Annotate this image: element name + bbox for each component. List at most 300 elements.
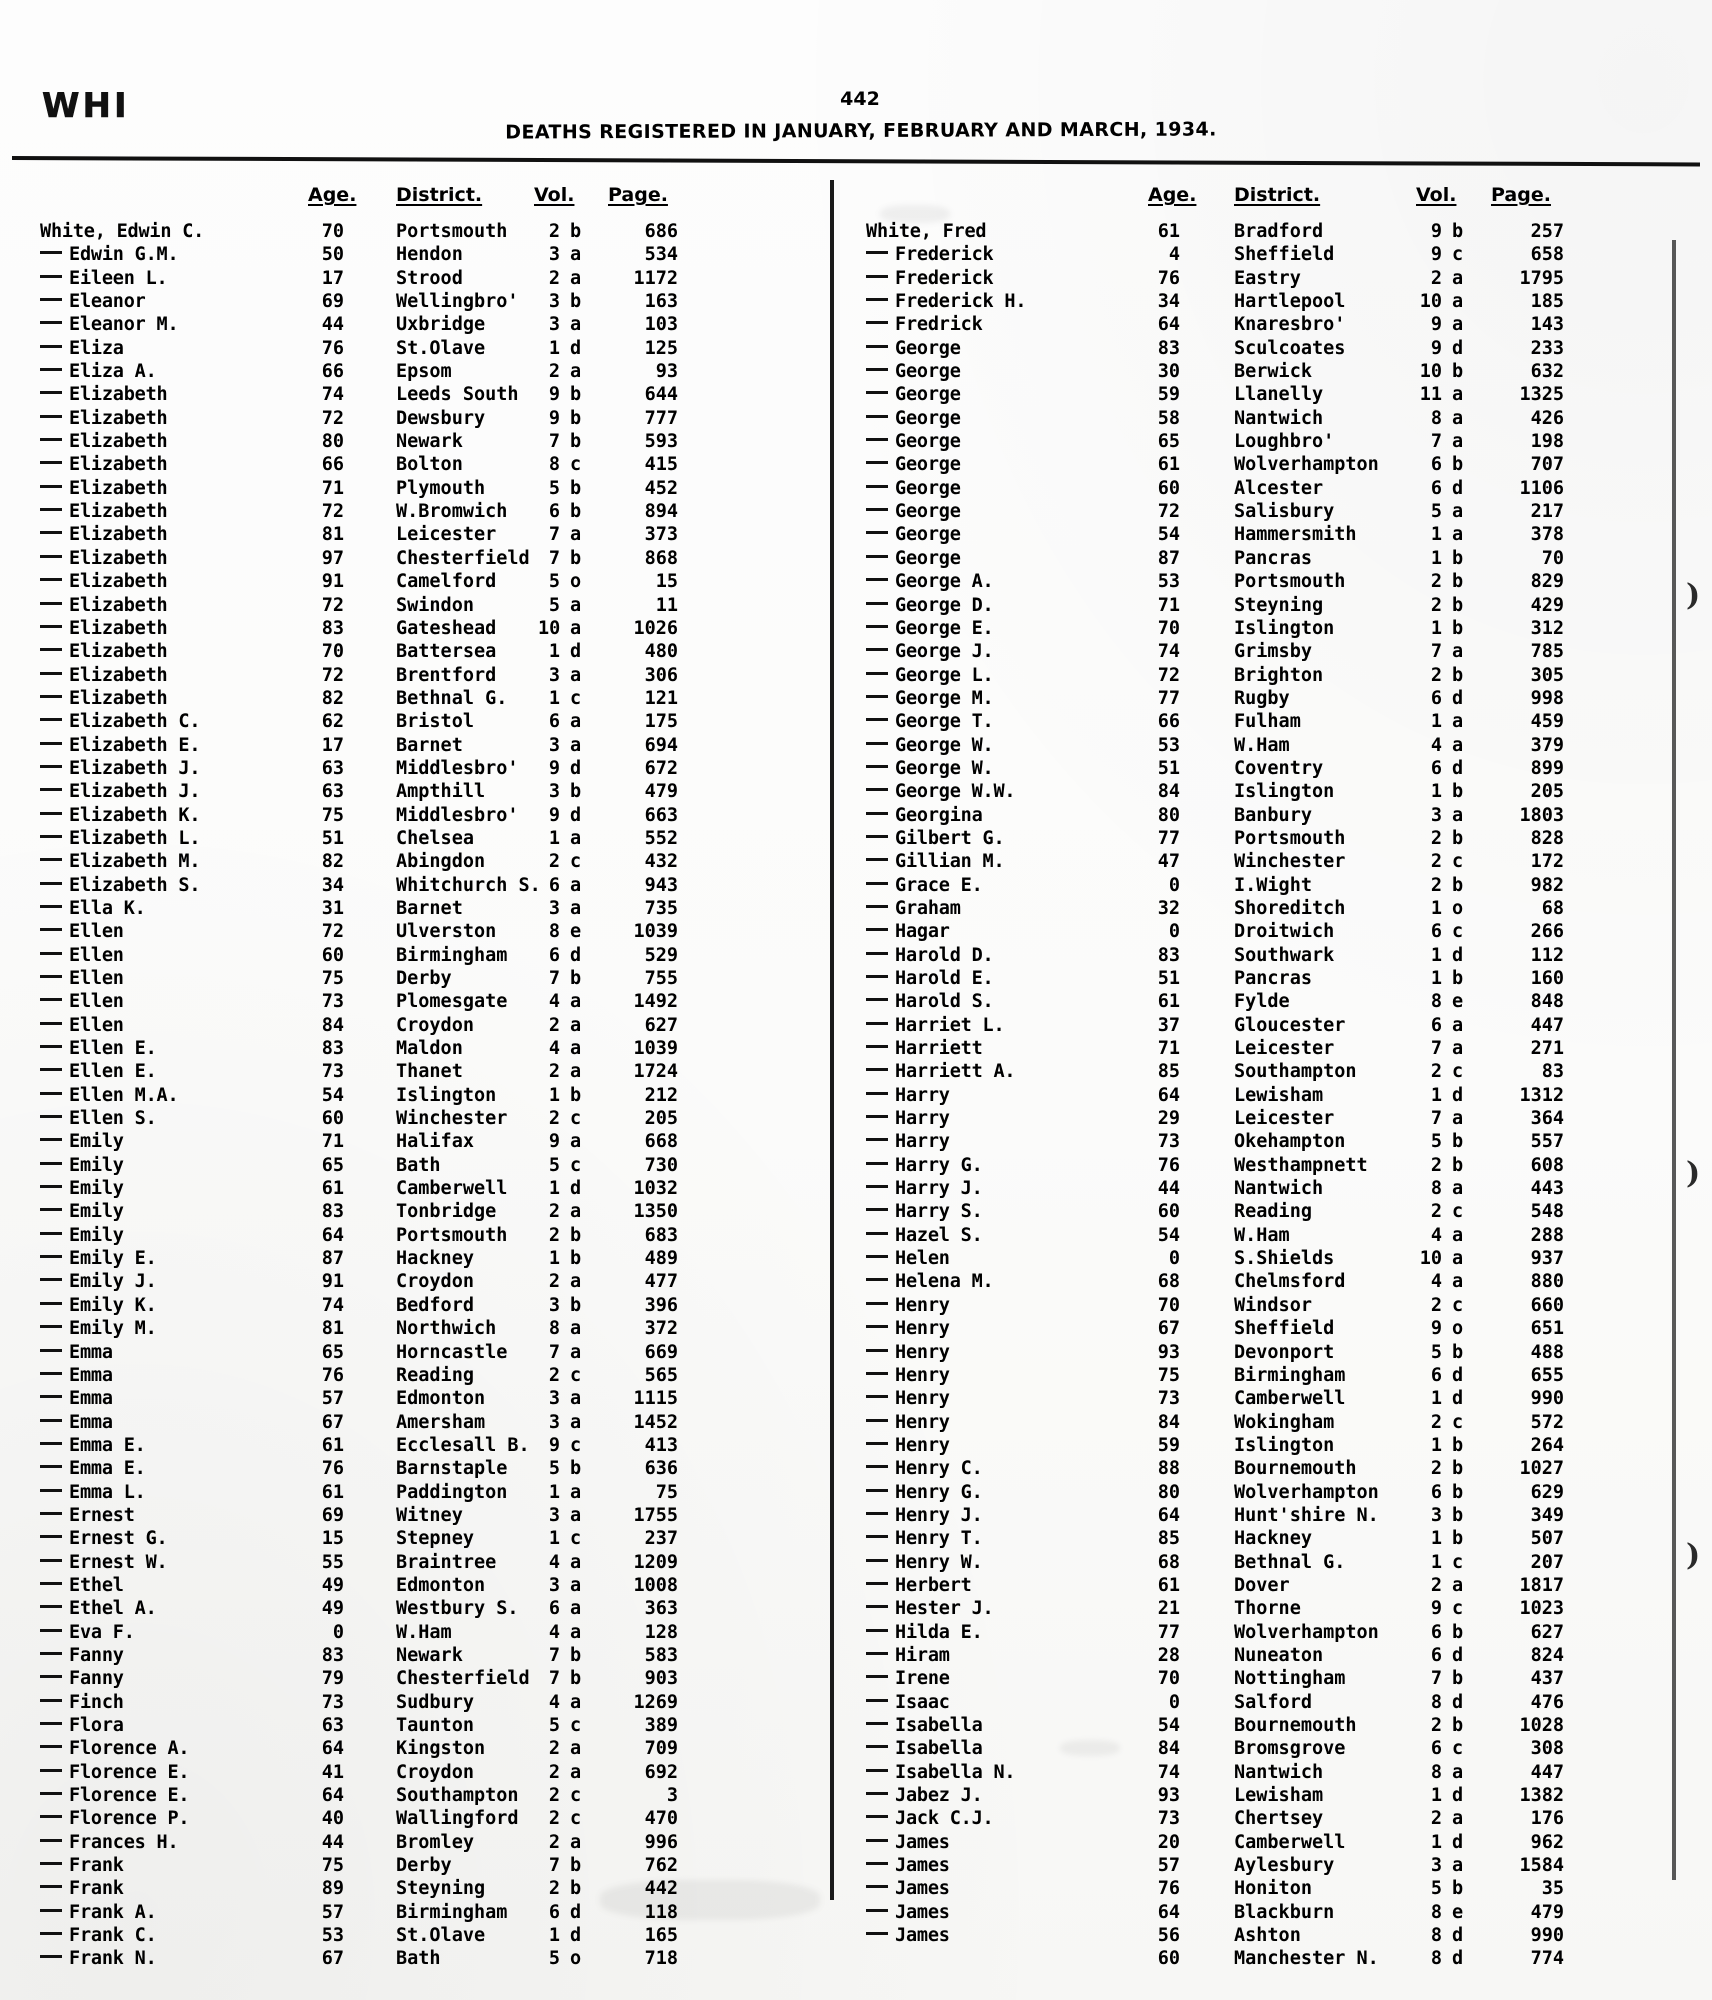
entry-age: 4 <box>1168 244 1180 266</box>
entry-age: 72 <box>321 921 344 943</box>
entry-district: Leeds South <box>396 384 519 406</box>
index-row <box>866 1341 1676 1364</box>
entry-age: 61 <box>1157 1574 1180 1596</box>
entry-name: Elizabeth S. <box>40 874 200 897</box>
header-age: Age. <box>1148 184 1197 206</box>
entry-name: Frank N. <box>40 1947 157 1970</box>
index-row <box>40 1551 830 1574</box>
index-row <box>866 313 1676 336</box>
index-row <box>40 477 830 500</box>
entry-page: 507 <box>1530 1528 1564 1550</box>
entry-vol-subletter: a <box>570 1598 582 1620</box>
entry-page: 429 <box>1530 594 1564 616</box>
entry-page: 1755 <box>633 1504 678 1526</box>
entry-age: 65 <box>321 1341 344 1363</box>
entry-district: Chertsey <box>1234 1808 1324 1830</box>
entry-name: Frederick <box>866 267 993 290</box>
entry-vol: 7 <box>548 547 560 569</box>
index-row <box>40 734 830 757</box>
entry-vol: 2 <box>548 361 560 383</box>
entry-vol: 2 <box>1430 1574 1442 1596</box>
index-row <box>866 1574 1676 1597</box>
entry-vol-subletter: b <box>1452 1528 1464 1550</box>
entry-age: 50 <box>321 244 344 266</box>
entry-page: 452 <box>644 477 678 499</box>
entry-vol: 5 <box>548 594 560 616</box>
entry-district: Lewisham <box>1234 1084 1324 1106</box>
entry-vol: 2 <box>1430 851 1442 873</box>
entry-page: 160 <box>1530 968 1564 989</box>
ditto-dash-icon <box>40 1652 62 1655</box>
entry-district: Pancras <box>1234 968 1312 989</box>
index-row <box>40 1807 830 1830</box>
entry-name: Elizabeth <box>40 383 167 406</box>
entry-district: Islington <box>1234 617 1335 639</box>
entry-vol-subletter: d <box>570 1925 582 1947</box>
entry-name: Elizabeth <box>40 594 167 617</box>
index-row <box>866 453 1676 476</box>
entry-vol-subletter: a <box>1452 1224 1464 1246</box>
entry-age: 54 <box>321 1084 344 1106</box>
index-row <box>40 920 830 943</box>
entry-vol-subletter: b <box>1452 1341 1464 1363</box>
entry-age: 91 <box>321 571 344 593</box>
entry-page: 880 <box>1530 1271 1564 1293</box>
entry-district: Taunton <box>396 1715 474 1736</box>
entry-district: Gloucester <box>1234 1014 1346 1036</box>
entry-district: Birmingham <box>396 1901 508 1923</box>
ditto-dash-icon <box>866 1769 888 1772</box>
entry-age: 63 <box>321 757 344 779</box>
entry-age: 68 <box>1157 1551 1180 1573</box>
entry-page: 476 <box>1530 1691 1564 1713</box>
index-row <box>40 1084 830 1107</box>
ditto-dash-icon <box>40 975 62 978</box>
entry-page: 1817 <box>1519 1574 1564 1596</box>
entry-vol-subletter: b <box>570 501 582 523</box>
index-row <box>40 407 830 430</box>
ditto-dash-icon <box>866 812 888 815</box>
entry-district: Maldon <box>396 1038 463 1060</box>
entry-vol-subletter: o <box>1452 897 1464 919</box>
entry-vol: 1 <box>1430 1551 1442 1573</box>
index-row <box>40 1574 830 1597</box>
entry-name: George <box>866 523 961 546</box>
entry-page: 552 <box>644 827 678 849</box>
entry-vol: 8 <box>1430 1925 1442 1947</box>
entry-page: 470 <box>644 1808 678 1830</box>
index-row <box>866 874 1676 897</box>
ditto-dash-icon <box>866 251 888 254</box>
entry-name: Ethel A. <box>40 1597 157 1620</box>
entry-page: 1008 <box>633 1574 678 1596</box>
entry-age: 84 <box>321 1014 344 1036</box>
entry-vol-subletter: d <box>1452 757 1464 779</box>
entry-vol: 2 <box>548 267 560 289</box>
entry-district: Westbury S. <box>396 1598 519 1620</box>
surname-tab: WHI <box>42 86 130 126</box>
entry-age: 60 <box>1157 1948 1180 1970</box>
entry-name: Elizabeth <box>40 617 167 640</box>
entry-vol-subletter: c <box>1452 1201 1464 1223</box>
entry-vol-subletter: b <box>1452 1621 1464 1643</box>
index-row <box>40 1831 830 1854</box>
entry-age: 0 <box>1168 1691 1180 1713</box>
index-row <box>40 1317 830 1340</box>
entry-vol-subletter: b <box>570 291 582 313</box>
entry-page: 118 <box>644 1901 678 1923</box>
entry-vol-subletter: b <box>570 1855 582 1877</box>
entry-page: 557 <box>1530 1131 1564 1153</box>
ditto-dash-icon <box>866 882 888 885</box>
entry-age: 83 <box>321 1201 344 1223</box>
entry-vol-subletter: b <box>1452 547 1464 569</box>
index-row <box>40 1200 830 1223</box>
entry-page: 990 <box>1530 1388 1564 1410</box>
ditto-dash-icon <box>866 1419 888 1422</box>
entry-vol-subletter: a <box>570 991 582 1013</box>
entry-vol: 5 <box>1430 501 1442 523</box>
entry-vol: 3 <box>548 664 560 686</box>
entry-vol-subletter: d <box>1452 1644 1464 1666</box>
ditto-dash-icon <box>866 718 888 721</box>
entry-age: 67 <box>1157 1318 1180 1340</box>
entry-vol-subletter: b <box>570 968 582 989</box>
entry-vol: 9 <box>548 384 560 406</box>
entry-page: 212 <box>644 1084 678 1106</box>
entry-vol: 1 <box>1430 617 1442 639</box>
entry-vol-subletter: d <box>570 804 582 826</box>
ditto-dash-icon <box>866 1932 888 1935</box>
entry-district: W.Ham <box>1234 1224 1290 1246</box>
ditto-dash-icon <box>866 625 888 628</box>
entry-name: Elizabeth <box>40 664 167 687</box>
ditto-dash-icon <box>866 578 888 581</box>
entry-age: 51 <box>321 827 344 849</box>
entry-name: Isabella <box>866 1737 983 1760</box>
ditto-dash-icon <box>40 1255 62 1258</box>
entry-page: 15 <box>655 571 678 593</box>
entry-vol-subletter: a <box>570 1504 582 1526</box>
ditto-dash-icon <box>866 1559 888 1562</box>
ditto-dash-icon <box>40 321 62 324</box>
entry-age: 93 <box>1157 1785 1180 1807</box>
entry-name: George W. <box>866 757 993 780</box>
entry-name: James <box>866 1854 950 1877</box>
entry-name: Isabella N. <box>866 1761 1015 1784</box>
entry-vol: 6 <box>548 1901 560 1923</box>
entry-page: 1325 <box>1519 384 1564 406</box>
index-row <box>40 1761 830 1784</box>
entry-district: Dewsbury <box>396 407 486 429</box>
entry-vol-subletter: b <box>570 431 582 453</box>
entry-name: Ellen E. <box>40 1037 157 1060</box>
entry-district: Islington <box>396 1084 497 1106</box>
index-row <box>866 1761 1676 1784</box>
entry-vol: 4 <box>1430 1271 1442 1293</box>
ditto-dash-icon <box>40 602 62 605</box>
entry-vol-subletter: c <box>570 1785 582 1807</box>
entry-page: 288 <box>1530 1224 1564 1246</box>
entry-page: 103 <box>644 314 678 336</box>
entry-vol-subletter: a <box>570 1318 582 1340</box>
entry-page: 447 <box>1530 1014 1564 1036</box>
entry-vol: 10 <box>538 617 561 639</box>
ditto-dash-icon <box>866 1349 888 1352</box>
ditto-dash-icon <box>40 1839 62 1842</box>
entry-page: 1382 <box>1519 1785 1564 1807</box>
entry-vol: 2 <box>548 1761 560 1783</box>
entry-page: 1795 <box>1519 267 1564 289</box>
index-row <box>40 1247 830 1270</box>
entry-vol: 8 <box>1430 1901 1442 1923</box>
entry-vol: 7 <box>548 1855 560 1877</box>
entry-age: 64 <box>321 1738 344 1760</box>
index-row <box>866 1317 1676 1340</box>
entry-page: 266 <box>1530 921 1564 943</box>
ditto-dash-icon <box>40 1115 62 1118</box>
ditto-dash-icon <box>866 1372 888 1375</box>
ditto-dash-icon <box>866 1092 888 1095</box>
entry-vol: 9 <box>548 804 560 826</box>
entry-age: 74 <box>1157 641 1180 663</box>
entry-district: Birmingham <box>396 944 508 966</box>
entry-page: 829 <box>1530 571 1564 593</box>
index-row <box>40 337 830 360</box>
entry-vol-subletter: d <box>1452 1948 1464 1970</box>
entry-page: 68 <box>1541 897 1564 919</box>
entry-age: 64 <box>1157 314 1180 336</box>
entry-age: 17 <box>321 734 344 756</box>
entry-page: 176 <box>1530 1808 1564 1830</box>
entry-age: 87 <box>1157 547 1180 569</box>
index-row <box>866 1667 1676 1690</box>
entry-vol: 5 <box>548 477 560 499</box>
entry-vol-subletter: a <box>570 314 582 336</box>
entry-district: Brighton <box>1234 664 1324 686</box>
entry-page: 1026 <box>633 617 678 639</box>
entry-vol: 1 <box>548 1528 560 1550</box>
entry-vol-subletter: b <box>1452 1715 1464 1736</box>
entry-age: 77 <box>1157 827 1180 849</box>
ditto-dash-icon <box>866 1162 888 1165</box>
ditto-dash-icon <box>40 1372 62 1375</box>
ditto-dash-icon <box>40 765 62 768</box>
index-row <box>866 500 1676 523</box>
header-page: Page. <box>608 184 668 206</box>
right-index-column <box>866 178 1676 1971</box>
entry-name: Florence A. <box>40 1737 189 1760</box>
entry-vol-subletter: a <box>570 1061 582 1083</box>
entry-vol: 2 <box>1430 1061 1442 1083</box>
entry-name: Herbert <box>866 1574 972 1597</box>
entry-age: 91 <box>321 1271 344 1293</box>
entry-district: Plomesgate <box>396 991 508 1013</box>
entry-age: 64 <box>1157 1084 1180 1106</box>
entry-district: W.Ham <box>396 1621 452 1643</box>
header-age: Age. <box>308 184 357 206</box>
index-row <box>866 687 1676 710</box>
entry-vol-subletter: a <box>570 664 582 686</box>
entry-name: Ellen S. <box>40 1107 157 1130</box>
entry-district: Loughbro' <box>1234 431 1335 453</box>
ditto-dash-icon <box>866 1138 888 1141</box>
index-row <box>866 1387 1676 1410</box>
entry-name: Harold S. <box>866 990 993 1013</box>
ditto-dash-icon <box>40 905 62 908</box>
entry-age: 72 <box>321 407 344 429</box>
entry-age: 75 <box>321 804 344 826</box>
ditto-dash-icon <box>866 275 888 278</box>
entry-vol: 8 <box>1430 1948 1442 1970</box>
entry-name: Emma E. <box>40 1434 146 1457</box>
ditto-dash-icon <box>40 1349 62 1352</box>
entry-age: 17 <box>321 267 344 289</box>
entry-name: James <box>866 1924 950 1947</box>
ditto-dash-icon <box>40 275 62 278</box>
entry-name: Fanny <box>40 1667 124 1690</box>
entry-district: Westhampnett <box>1234 1154 1368 1176</box>
entry-name: Eleanor <box>40 290 146 313</box>
entry-name: Gilbert G. <box>866 827 1004 850</box>
index-row <box>40 1270 830 1293</box>
entry-vol: 3 <box>548 734 560 756</box>
entry-name: George M. <box>866 687 993 710</box>
index-row <box>866 1224 1676 1247</box>
entry-district: Abingdon <box>396 851 486 873</box>
entry-vol-subletter: d <box>570 337 582 359</box>
entry-age: 31 <box>321 897 344 919</box>
entry-vol-subletter: a <box>1452 1178 1464 1200</box>
ditto-dash-icon <box>866 1115 888 1118</box>
entry-vol: 1 <box>1430 1785 1442 1807</box>
entry-vol: 3 <box>548 1411 560 1433</box>
entry-vol-subletter: a <box>570 1411 582 1433</box>
entry-vol: 6 <box>548 501 560 523</box>
entry-vol: 5 <box>1430 1341 1442 1363</box>
entry-vol-subletter: a <box>570 1738 582 1760</box>
ditto-dash-icon <box>40 1208 62 1211</box>
entry-vol-subletter: a <box>1452 1271 1464 1293</box>
index-row <box>40 360 830 383</box>
index-row <box>866 220 1676 243</box>
entry-name: Elizabeth <box>40 430 167 453</box>
entry-vol-subletter: a <box>1452 734 1464 756</box>
entry-vol: 5 <box>548 1154 560 1176</box>
entry-district: I.Wight <box>1234 874 1312 896</box>
entry-name: Eva F. <box>40 1621 135 1644</box>
entry-vol-subletter: b <box>570 407 582 429</box>
entry-vol: 2 <box>548 1364 560 1386</box>
entry-vol-subletter: a <box>570 524 582 546</box>
entry-age: 64 <box>321 1785 344 1807</box>
entry-age: 20 <box>1157 1831 1180 1853</box>
entry-name: George <box>866 477 961 500</box>
entry-district: Manchester N. <box>1234 1948 1379 1970</box>
entry-name: Elizabeth <box>40 477 167 500</box>
entry-district: Edmonton <box>396 1574 486 1596</box>
entry-vol: 4 <box>548 991 560 1013</box>
entry-vol: 9 <box>548 757 560 779</box>
entry-vol-subletter: b <box>1452 1504 1464 1526</box>
entry-page: 709 <box>644 1738 678 1760</box>
ditto-dash-icon <box>40 1862 62 1865</box>
entry-name: White, Edwin C. <box>40 221 205 242</box>
entry-page: 894 <box>644 501 678 523</box>
ditto-dash-icon <box>866 1792 888 1795</box>
entry-vol-subletter: a <box>1452 501 1464 523</box>
entry-age: 76 <box>1157 267 1180 289</box>
entry-name: Emily <box>40 1130 124 1153</box>
entry-vol: 3 <box>548 291 560 313</box>
entry-vol: 4 <box>1430 734 1442 756</box>
entry-vol-subletter: b <box>1452 1458 1464 1480</box>
entry-district: Wokingham <box>1234 1411 1335 1433</box>
entry-vol-subletter: a <box>570 267 582 289</box>
index-row <box>40 804 830 827</box>
entry-age: 71 <box>1157 1038 1180 1060</box>
entry-name: Emma L. <box>40 1481 146 1504</box>
entry-page: 629 <box>1530 1481 1564 1503</box>
entry-vol: 7 <box>548 524 560 546</box>
entry-vol: 2 <box>548 1738 560 1760</box>
entry-vol-subletter: a <box>570 361 582 383</box>
entry-age: 49 <box>321 1598 344 1620</box>
entry-name: Hagar <box>866 920 950 943</box>
entry-age: 64 <box>1157 1504 1180 1526</box>
entry-page: 165 <box>644 1925 678 1947</box>
entry-vol: 3 <box>548 897 560 919</box>
entry-vol: 9 <box>548 1434 560 1456</box>
ditto-dash-icon <box>40 1885 62 1888</box>
index-row <box>866 1901 1676 1924</box>
entry-vol: 3 <box>548 244 560 266</box>
entry-age: 73 <box>321 1691 344 1713</box>
entry-vol-subletter: b <box>1452 594 1464 616</box>
entry-age: 63 <box>321 781 344 803</box>
entry-age: 44 <box>1157 1178 1180 1200</box>
entry-page: 608 <box>1530 1154 1564 1176</box>
entry-age: 57 <box>321 1901 344 1923</box>
entry-name: Eliza A. <box>40 360 157 383</box>
entry-age: 51 <box>1157 757 1180 779</box>
entry-vol: 1 <box>548 1084 560 1106</box>
index-row <box>866 1270 1676 1293</box>
entry-district: Hartlepool <box>1234 291 1346 313</box>
entry-district: Fulham <box>1234 711 1301 733</box>
index-row <box>40 710 830 733</box>
ditto-dash-icon <box>866 1699 888 1702</box>
entry-name: Harriett A. <box>866 1060 1015 1083</box>
index-row <box>866 1831 1676 1854</box>
entry-vol: 2 <box>1430 827 1442 849</box>
entry-vol-subletter: a <box>570 1551 582 1573</box>
entry-vol: 1 <box>1430 1084 1442 1106</box>
entry-district: Thorne <box>1234 1598 1301 1620</box>
entry-district: Islington <box>1234 1434 1335 1456</box>
ditto-dash-icon <box>866 531 888 534</box>
entry-page: 489 <box>644 1248 678 1270</box>
entry-name: Isaac <box>866 1691 950 1714</box>
entry-page: 1028 <box>1519 1715 1564 1736</box>
entry-district: Chelmsford <box>1234 1271 1346 1293</box>
entry-vol: 7 <box>1430 1108 1442 1130</box>
index-row <box>866 1084 1676 1107</box>
entry-vol: 6 <box>1430 921 1442 943</box>
entry-district: Plymouth <box>396 477 486 499</box>
entry-age: 15 <box>321 1528 344 1550</box>
entry-page: 762 <box>644 1855 678 1877</box>
